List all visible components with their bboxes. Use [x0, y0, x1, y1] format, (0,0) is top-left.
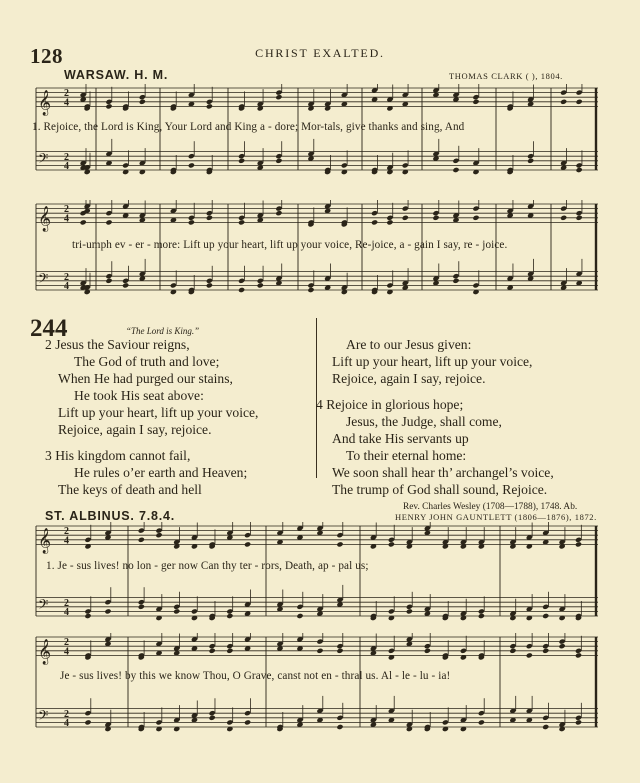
composer-st-albinus: HENRY JOHN GAUNTLETT (1806—1876), 1872.: [395, 512, 597, 522]
svg-text:𝄢: 𝄢: [38, 707, 49, 727]
svg-text:𝄢: 𝄢: [38, 596, 49, 616]
verse-line: The keys of death and hell: [58, 482, 202, 497]
svg-text:𝄢: 𝄢: [38, 150, 49, 170]
verse-line: We soon shall hear th’ archangel’s voice,: [332, 465, 554, 480]
svg-text:2: 2: [64, 597, 69, 609]
lyrics-st-albinus-line-2: Je - sus lives! by this we know Thou, O Grave, canst not en - thral us. Al - le - lu - ia!: [60, 670, 451, 682]
verse-line: Lift up your heart, lift up your voice,: [58, 405, 259, 420]
svg-text:2: 2: [64, 204, 69, 216]
svg-text:2: 2: [64, 526, 69, 538]
composer-warsaw: THOMAS CLARK ( ), 1804.: [449, 71, 563, 81]
verse-line: 3 His kingdom cannot fail,: [45, 448, 191, 463]
music-system-st-albinus-2: [30, 633, 602, 733]
svg-text:2: 2: [64, 708, 69, 720]
svg-text:4: 4: [64, 161, 69, 172]
svg-text:4: 4: [64, 718, 69, 729]
verse-line: The God of truth and love;: [74, 354, 220, 369]
verse-line: Rejoice, again I say, rejoice.: [332, 371, 486, 386]
lyrics-st-albinus-line-1: 1. Je - sus lives! no lon - ger now Can thy ter - rors, Death, ap - pal us;: [46, 560, 369, 572]
verse-line: Lift up your heart, lift up your voice,: [332, 354, 533, 369]
verse-line: 2 Jesus the Saviour reigns,: [45, 337, 190, 352]
verse-line: Rejoice, again I say, rejoice.: [58, 422, 212, 437]
lyrics-warsaw-line-2: tri-umph ev - er - more: Lift up your heart, lift up your voice, Re-joice, a - gain I say, re - joice.: [72, 239, 508, 251]
verse-line: When He had purged our stains,: [58, 371, 233, 386]
page-number: 128: [30, 44, 63, 68]
verse-line: 4 Rejoice in glorious hope;: [316, 397, 464, 412]
verse-line: The trump of God shall sound, Rejoice.: [332, 482, 548, 497]
hymn-number: 244: [30, 315, 68, 342]
verse-line: To their eternal home:: [346, 448, 467, 463]
svg-text:𝄢: 𝄢: [38, 270, 49, 290]
svg-text:2: 2: [64, 151, 69, 163]
lyrics-warsaw-line-1: 1. Rejoice, the Lord is King, Your Lord and King a - dore; Mor-tals, give thanks and sing, And: [32, 121, 465, 133]
svg-text:4: 4: [64, 281, 69, 292]
verse-line: He rules o’er earth and Heaven;: [74, 465, 248, 480]
verse-line: And take His servants up: [332, 431, 469, 446]
svg-text:2: 2: [64, 271, 69, 283]
svg-text:𝄞: 𝄞: [38, 639, 52, 665]
svg-text:𝄞: 𝄞: [38, 90, 52, 116]
svg-text:4: 4: [64, 535, 69, 547]
running-head: CHRIST EXALTED.: [255, 46, 385, 60]
hymn-attribution: Rev. Charles Wesley (1708—1788), 1748. Ab.: [403, 502, 578, 512]
verse-line: Are to our Jesus given:: [346, 337, 472, 352]
tune-name-st-albinus: ST. ALBINUS. 7.8.4.: [45, 509, 176, 523]
svg-text:𝄞: 𝄞: [38, 206, 52, 232]
music-system-st-albinus-1: [30, 522, 602, 622]
svg-text:2: 2: [64, 88, 69, 100]
svg-text:4: 4: [64, 97, 69, 109]
svg-text:2: 2: [64, 637, 69, 649]
verse-line: Jesus, the Judge, shall come,: [346, 414, 502, 429]
svg-text:4: 4: [64, 213, 69, 225]
svg-text:4: 4: [64, 646, 69, 658]
svg-text:4: 4: [64, 607, 69, 618]
hymn-epigraph: “The Lord is King.”: [126, 326, 200, 336]
svg-text:𝄞: 𝄞: [38, 528, 52, 554]
verse-line: He took His seat above:: [74, 388, 204, 403]
tune-name-warsaw: WARSAW. H. M.: [64, 68, 169, 82]
